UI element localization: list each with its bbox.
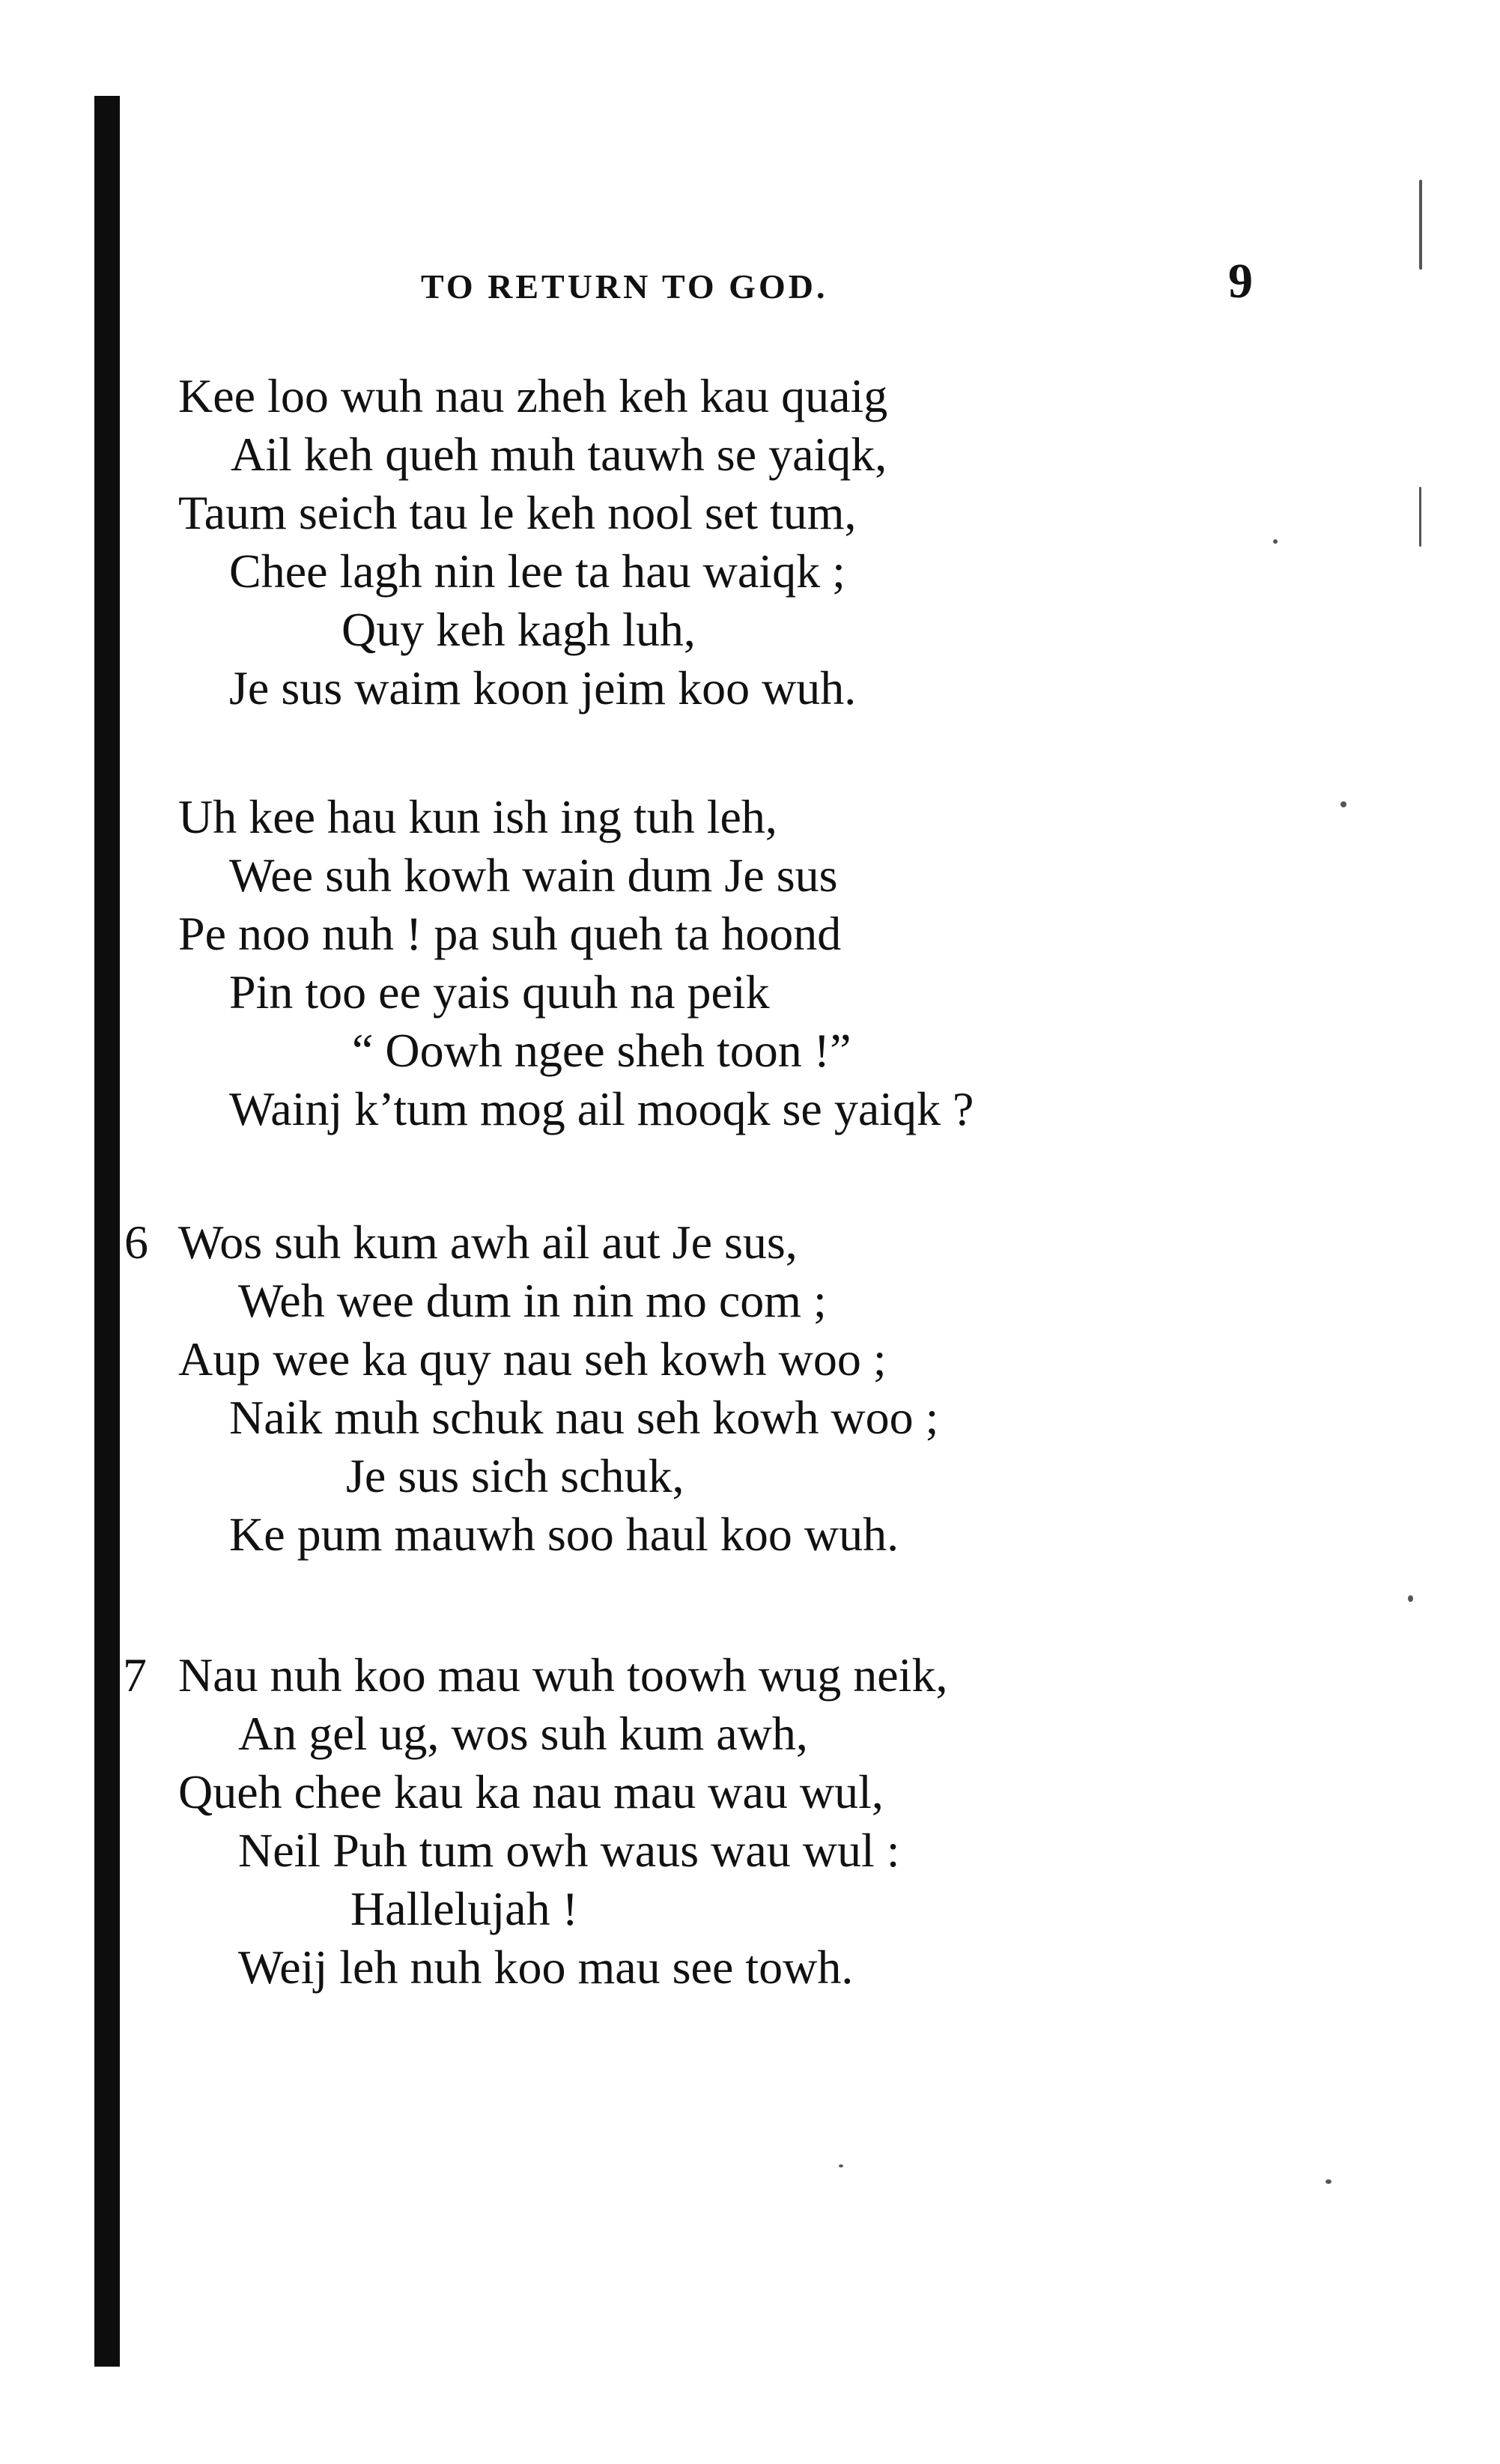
page-number: 9: [1228, 254, 1253, 309]
verse-line: Taum seich tau le keh nool set tum,: [178, 486, 857, 539]
verse-number: 7: [123, 1648, 147, 1702]
running-head: TO RETURN TO GOD.: [421, 267, 828, 306]
scan-speck: [1340, 801, 1346, 807]
verse-line: Wainj k’tum mog ail mooqk se yaiqk ?: [229, 1082, 974, 1135]
verse-line: An gel ug, wos suh kum awh,: [238, 1707, 808, 1760]
verse-line: Ail keh queh muh tauwh se yaiqk,: [231, 428, 887, 481]
verse-line: Aup wee ka quy nau seh kowh woo ;: [178, 1332, 887, 1386]
verse-line: Je sus waim koon jeim koo wuh.: [229, 661, 857, 714]
verse-line: Kee loo wuh nau zheh keh kau quaig: [178, 369, 888, 422]
verse-line: Je sus sich schuk,: [346, 1449, 684, 1502]
verse-line: Ke pum mauwh soo haul koo wuh.: [229, 1508, 899, 1561]
verse-line: Weh wee dum in nin mo com ;: [238, 1274, 827, 1327]
scan-streak: [1419, 180, 1422, 270]
verse-line: Nau nuh koo mau wuh toowh wug neik,: [178, 1648, 948, 1702]
verse-line: Quy keh kagh luh,: [341, 603, 696, 656]
scan-speck: [1326, 2179, 1332, 2184]
verse-line: Naik muh schuk nau seh kowh woo ;: [229, 1391, 939, 1444]
verse-line: Hallelujah !: [350, 1882, 578, 1935]
verse-line: Neil Puh tum owh waus wau wul :: [238, 1824, 900, 1877]
verse-number: 6: [124, 1216, 148, 1269]
verse-line: Weij leh nuh koo mau see towh.: [238, 1940, 854, 1994]
binding-edge-shadow: [94, 96, 120, 2367]
scan-speck: [839, 2164, 843, 2167]
verse-line: “ Oowh ngee sheh toon !”: [352, 1024, 851, 1077]
verse-line: Chee lagh nin lee ta hau waiqk ;: [229, 544, 845, 598]
scan-streak: [1419, 487, 1421, 547]
scan-speck: [1273, 539, 1278, 544]
verse-line: Uh kee hau kun ish ing tuh leh,: [178, 790, 777, 843]
verse-line: Pin too ee yais quuh na peik: [229, 965, 770, 1019]
verse-line: Pe noo nuh ! pa suh queh ta hoond: [178, 907, 842, 960]
scan-speck: [1408, 1595, 1413, 1602]
verse-line: Queh chee kau ka nau mau wau wul,: [178, 1765, 884, 1818]
verse-line: Wee suh kowh wain dum Je sus: [229, 849, 838, 902]
verse-line: Wos suh kum awh ail aut Je sus,: [178, 1216, 798, 1269]
